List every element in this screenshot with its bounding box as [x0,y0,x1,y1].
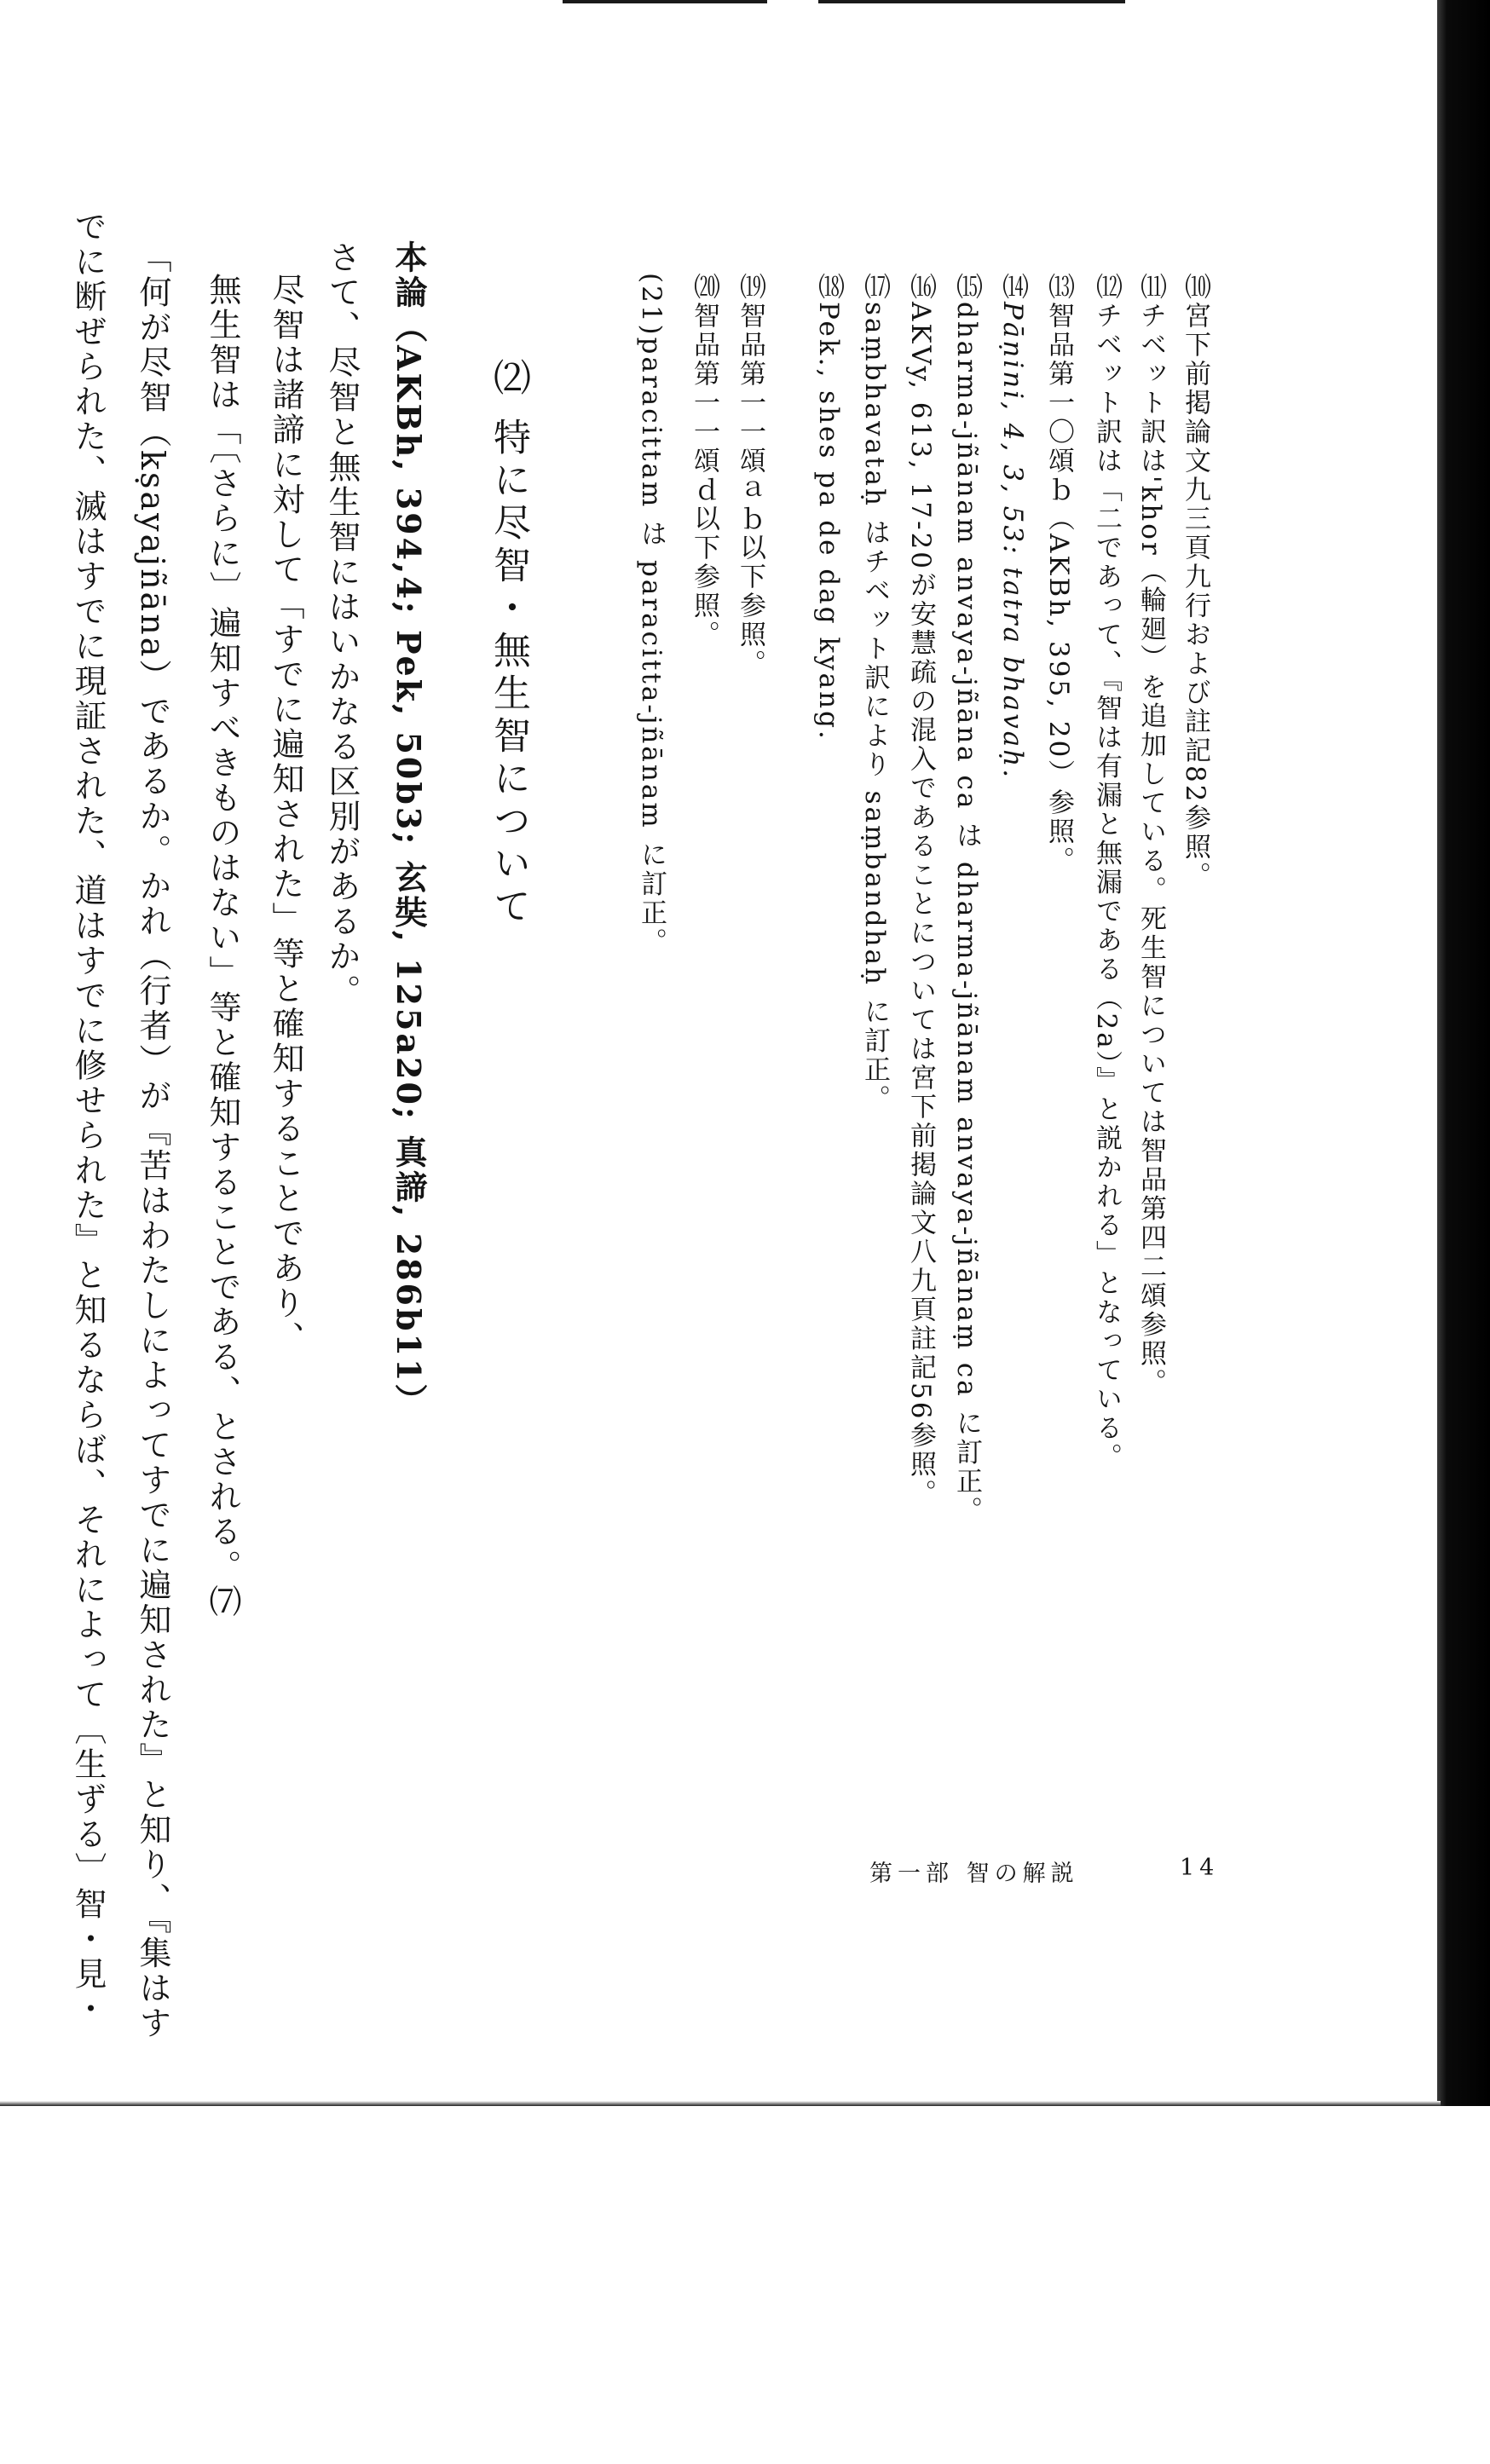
source-label: 本論 [390,240,428,310]
note-10 [1176,273,1214,2379]
note-text: 智品第一一頌ｄ以下参照。 [689,302,719,649]
running-footer: 第一部 智の解説 [869,1861,1079,1887]
note-text: paracittam は paracitta-jñānam に訂正。 [636,337,667,957]
note-11 [1132,273,1169,2379]
note-text: 智品第一〇頌ｂ（AKBh, 395, 20）参照。 [1043,302,1074,876]
note-number: ⒁ [997,273,1028,302]
note-21 [632,273,670,2379]
note-number: ⑿ [1091,273,1122,302]
note-number: (21) [636,273,667,338]
source-reference: （AKBh, 394,4; Pek, 50b3; 玄奘, 125a20; 真諦, 286b11） [390,310,428,1419]
note-number: ⒅ [813,273,844,302]
note-12 [1088,273,1125,2379]
note-number: ⒀ [1043,273,1074,302]
note-text: Pāṇini, 4, 3, 53: tatra bhavaḥ. [997,302,1028,781]
note-number: ⒃ [905,273,936,302]
body-line: 「何が尽智（kṣayajñāna）であるか。かれ（行者）が『苦はわたしによってすでに遍知された』と知り、『集はす [134,240,171,2041]
note-text: チベット訳は'khor（輪廻）を追加している。死生智については智品第四二頌参照。 [1135,302,1166,1398]
page-number: 14 [1180,1855,1220,1881]
note-13 [1040,273,1077,2379]
note-17 [856,273,893,2379]
scan-edge-right [1437,0,1490,2106]
note-text: AKVy, 613, 17-20が安慧疏の混入であることについては宮下前掲論文八九頁註記56参照。 [905,302,936,1509]
note-14 [994,273,1031,2379]
note-text: チベット訳は「二であって、『智は有漏と無漏である（2a）』と説かれる」となっている。 [1091,302,1122,1473]
note-number: ⒂ [951,273,982,302]
note-number: ⒆ [735,273,765,302]
scan-edge-top [563,0,767,3]
note-text: 智品第一一頌ａｂ以下参照。 [735,302,765,678]
note-text: 宮下前掲論文九三頁九行および註記82参照。 [1180,302,1210,892]
note-number: ⑾ [1135,273,1166,302]
note-18 [810,273,847,2379]
note-number: ⑽ [1180,273,1210,302]
note-16 [902,273,939,2379]
source-citation [385,240,431,2346]
section-heading: ⑵ 特に尽智・無生智について [487,358,530,929]
note-15 [948,273,985,2379]
note-number: ⒇ [689,273,719,302]
note-19 [731,273,769,2379]
body-line: さて、尽智と無生智にはいかなる区別があるか。 [323,240,361,1009]
note-number: ⒄ [859,273,890,302]
note-text: dharma-jñānam anvaya-jñāna ca は dharma-jñānam anvaya-jñānaṃ ca に訂正。 [951,302,982,1526]
body-line: 無生智は「〔さらに〕遍知すべきものはない」等と確知することである、とされる。⑺ [204,273,241,1619]
scan-edge-top [818,0,1125,3]
note-20 [685,273,723,2379]
body-line: 尽智は諸諦に対して「すでに遍知された」等と確知することであり、 [267,273,304,1356]
body-line: でに断ぜられた、滅はすでに現証された、道はすでに修せられた』と知るならば、それによって〔生ずる〕智・見・ [69,210,107,2027]
note-text: saṃbhavataḥ はチベット訳により saṃbandhaḥ に訂正。 [859,302,890,1114]
note-text: Pek., shes pa de dag kyang. [813,302,844,742]
